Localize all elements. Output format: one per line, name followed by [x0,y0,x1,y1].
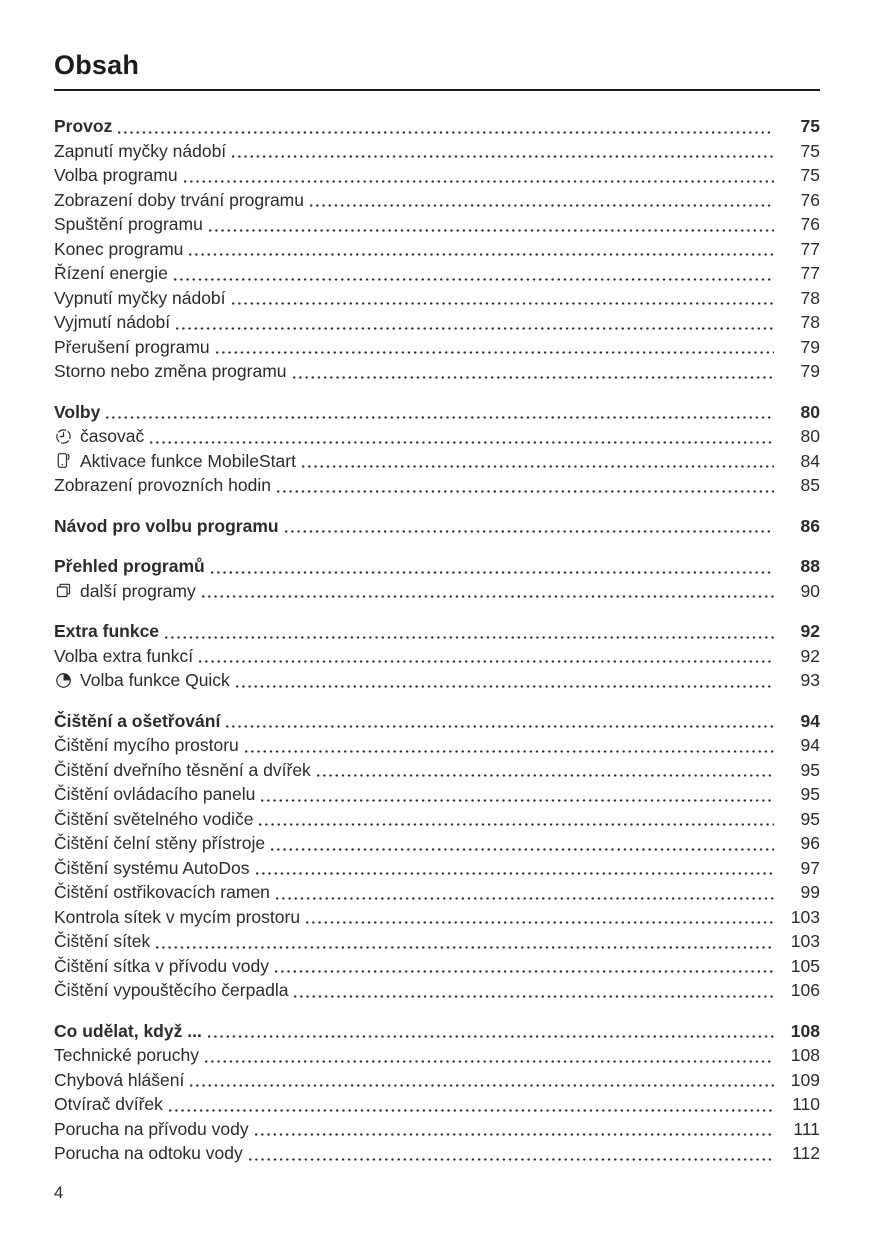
toc-entry-page: 111 [793,1118,820,1139]
toc-entry-page: 75 [800,165,820,185]
toc-entry [54,1019,820,1044]
toc-entry [54,554,820,579]
toc-entry-label: Vypnutí myčky nádobí [54,287,226,308]
dot-leader [277,490,774,493]
toc-entry-page: 75 [800,116,820,136]
toc-entry [54,1141,820,1166]
toc-entry-label: Návod pro volbu programu [54,515,279,536]
toc-entry-label: Čištění ostřikovacích ramen [54,882,270,902]
toc-entry-label: Přerušení programu [54,336,210,357]
dot-leader [302,465,774,468]
toc-entry [54,644,820,669]
toc-entry [54,880,820,905]
toc-entry-page: 95 [800,784,820,804]
toc-entry-page: 80 [800,401,820,422]
title-rule [54,89,820,91]
toc-group [54,514,820,539]
dot-leader [293,376,775,379]
dot-leader [106,416,774,419]
toc-entry-label: Čištění mycího prostoru [54,735,239,755]
toc-group [54,1019,820,1166]
toc-entry [54,579,820,604]
toc-entry-page: 92 [800,645,820,666]
dot-leader [306,921,774,924]
toc-entry [54,733,820,758]
dot-leader [202,595,774,598]
more-programs-icon [54,581,73,600]
toc-entry-label: Zobrazení doby trvání programu [54,189,304,210]
toc-entry [54,163,820,188]
toc-group [54,554,820,603]
toc-entry [54,310,820,335]
toc-entry-label: časovač [54,424,144,449]
dot-leader [165,636,774,639]
toc-entry [54,188,820,213]
toc-entry-page: 92 [800,621,820,641]
toc-entry-label: Vyjmutí nádobí [54,312,171,332]
toc-entry [54,856,820,881]
page-number: 4 [54,1184,64,1202]
toc-entry-page: 85 [800,475,820,495]
toc-entry-label: Volba funkce Quick [54,668,230,693]
dot-leader [199,660,774,663]
toc-entry [54,905,820,930]
toc-entry-label: Zapnutí myčky nádobí [54,140,227,161]
toc-entry-label: Čištění systému AutoDos [54,857,250,878]
toc-entry [54,212,820,237]
toc-entry-page: 108 [790,1045,820,1065]
toc-entry [54,400,820,425]
toc-entry-label: Co udělat, když ... [54,1020,202,1041]
toc-entry-page: 110 [792,1094,820,1114]
toc-entry-page: 84 [800,450,820,471]
toc-entry-page: 94 [800,735,820,755]
page-title: Obsah [54,50,140,80]
dot-leader [118,131,774,134]
dot-leader [261,799,774,802]
toc-entry [54,449,820,474]
toc-entry-label: Chybová hlášení [54,1069,185,1090]
dot-leader [317,774,774,777]
dot-leader [216,351,774,354]
toc-entry-page: 99 [800,882,820,902]
toc-entry-page: 76 [800,189,820,210]
dot-leader [232,302,774,305]
toc-entry [54,954,820,979]
toc-entry-page: 90 [800,580,820,601]
toc-group [54,619,820,693]
toc-entry [54,929,820,954]
toc-entry-label: Provoz [54,116,113,136]
dot-leader [294,995,774,998]
dot-leader [184,180,774,183]
toc-entry-page: 103 [790,931,820,951]
dot-leader [245,750,774,753]
dot-leader [156,946,774,949]
dot-leader [226,725,774,728]
dot-leader [276,897,774,900]
toc-entry [54,807,820,832]
toc-entry-label: Porucha na odtoku vody [54,1143,243,1163]
toc-entry-page: 88 [800,556,820,576]
toc-entry [54,1117,820,1142]
dot-leader [259,823,774,826]
toc-entry-label: Čištění vypouštěcího čerpadla [54,980,289,1000]
toc-entry [54,758,820,783]
toc-entry-page: 75 [800,140,820,161]
dot-leader [310,204,774,207]
quick-icon [54,671,73,690]
toc-entry-label: Čištění a ošetřování [54,710,221,731]
toc-entry [54,668,820,693]
toc-entry [54,114,820,139]
dot-leader [255,1133,774,1136]
dot-leader [249,1158,774,1161]
toc-entry-page: 77 [800,263,820,283]
toc-entry-page: 78 [800,312,820,332]
dot-leader [232,155,774,158]
toc-entry-page: 112 [792,1143,820,1163]
toc-entry-page: 105 [790,955,820,976]
toc-entry-label: Volba programu [54,165,178,185]
toc-entry [54,831,820,856]
toc-entry-page: 95 [800,808,820,829]
toc-entry-label: Volby [54,401,101,422]
toc-entry-label: Aktivace funkce MobileStart [54,449,296,474]
toc-entry-label: Extra funkce [54,621,160,641]
toc-entry [54,359,820,384]
toc-entry-page: 97 [800,857,820,878]
timer-clock-icon [54,427,73,446]
toc-entry [54,473,820,498]
toc-entry-label: Čištění dveřního těsnění a dvířek [54,759,311,780]
toc-entry-label: Zobrazení provozních hodin [54,475,271,495]
toc-entry-page: 103 [790,906,820,927]
toc-entry [54,335,820,360]
toc-entry [54,261,820,286]
dot-leader [208,1035,774,1038]
dot-leader [205,1060,774,1063]
dot-leader [275,970,774,973]
toc-group [54,400,820,498]
toc-entry-label: Čištění světelného vodiče [54,808,254,829]
toc-group [54,114,820,384]
toc-entry-page: 77 [800,238,820,259]
toc-entry-label: Čištění sítek [54,931,151,951]
toc-entry-page: 86 [800,515,820,536]
dot-leader [189,253,774,256]
toc-entry-label: Volba extra funkcí [54,645,194,666]
toc-entry-page: 96 [800,833,820,853]
toc-entry [54,237,820,262]
toc-entry-page: 109 [790,1069,820,1090]
toc-entry-label: Čištění ovládacího panelu [54,784,256,804]
toc-entry-page: 93 [800,670,820,690]
dot-leader [174,278,774,281]
toc-entry [54,709,820,734]
toc [54,114,820,1166]
toc-entry-label: Otvírač dvířek [54,1094,163,1114]
dot-leader [176,327,774,330]
toc-entry-label: Technické poruchy [54,1045,199,1065]
dot-leader [209,229,774,232]
toc-entry [54,619,820,644]
dot-leader [150,441,774,444]
toc-entry [54,286,820,311]
toc-entry [54,978,820,1003]
toc-entry-page: 78 [800,287,820,308]
toc-entry-label: Přehled programů [54,556,205,576]
toc-entry-page: 94 [800,710,820,731]
toc-entry [54,1043,820,1068]
toc-entry-label: Storno nebo změna programu [54,361,287,381]
toc-entry-page: 76 [800,214,820,234]
toc-entry-label: Řízení energie [54,263,168,283]
toc-group [54,709,820,1003]
dot-leader [256,872,775,875]
toc-entry-page: 95 [800,759,820,780]
toc-entry [54,1068,820,1093]
dot-leader [236,685,774,688]
toc-entry-page: 106 [790,980,820,1000]
mobile-start-icon [54,451,73,470]
toc-entry-label: Čištění sítka v přívodu vody [54,955,269,976]
toc-entry [54,514,820,539]
toc-entry-page: 80 [800,426,820,446]
dot-leader [271,848,774,851]
toc-entry-page: 79 [800,361,820,381]
toc-entry-label: další programy [54,579,196,604]
dot-leader [285,530,774,533]
dot-leader [169,1109,774,1112]
toc-entry-label: Spuštění programu [54,214,203,234]
toc-entry-label: Konec programu [54,238,184,259]
toc-entry [54,782,820,807]
toc-entry [54,139,820,164]
toc-entry [54,424,820,449]
toc-entry-label: Čištění čelní stěny přístroje [54,833,266,853]
dot-leader [190,1084,774,1087]
toc-entry [54,1092,820,1117]
toc-entry-page: 79 [800,336,820,357]
dot-leader [211,571,774,574]
toc-entry-page: 108 [790,1020,820,1041]
toc-entry-label: Kontrola sítek v mycím prostoru [54,906,301,927]
toc-entry-label: Porucha na přívodu vody [54,1118,249,1139]
